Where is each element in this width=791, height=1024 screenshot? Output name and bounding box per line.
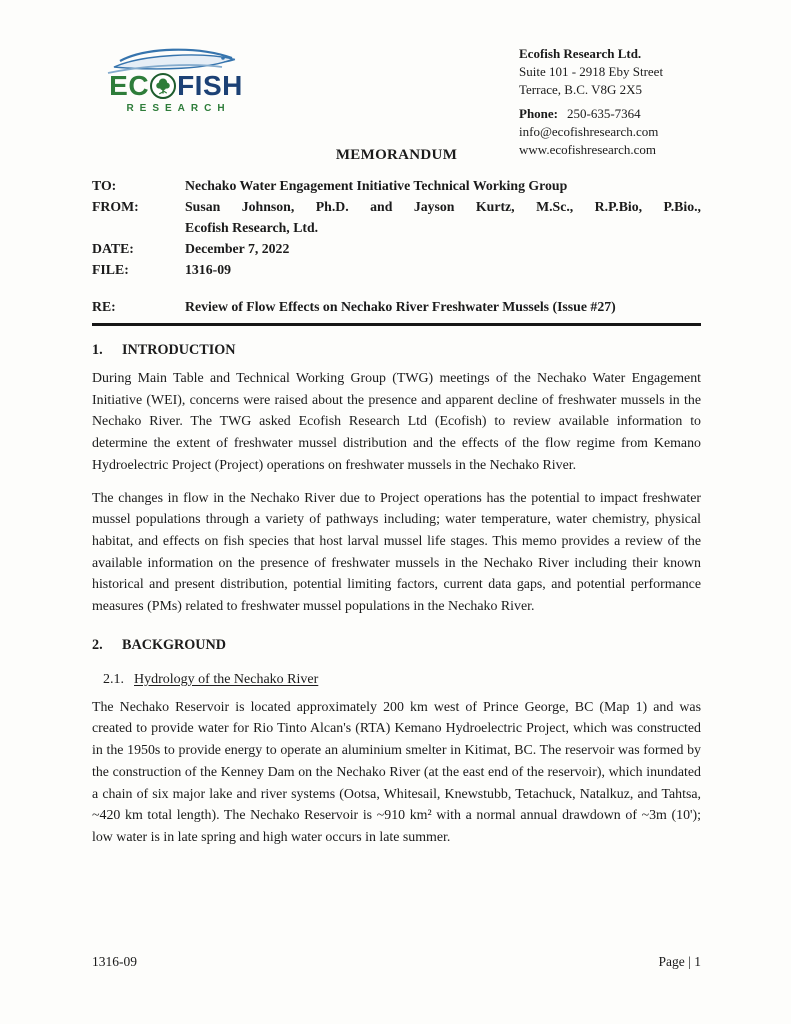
logo-text-ec: EC bbox=[109, 70, 150, 101]
section-2-title: BACKGROUND bbox=[122, 636, 227, 653]
from-value-line2: Ecofish Research, Ltd. bbox=[185, 220, 319, 235]
date-value: December 7, 2022 bbox=[185, 241, 290, 256]
to-label: TO: bbox=[92, 178, 117, 193]
file-label: FILE: bbox=[92, 262, 129, 277]
memo-row-to bbox=[92, 175, 701, 196]
background-paragraph: The Nechako Reservoir is located approximately 200 km west of Prince George, BC (Map 1) and was created to provide water for Rio Tinto Alcan's (RTA) Kemano Hydroelectric Project, which was constructed in the 1950s to provide energy to operate an aluminium smelter in Kitimat, BC. The reservoir was formed by the construction of the Kenney Dam on the Nechako River (at the east end of the reservoir), which inundated a chain of six major lake and river systems (Ootsa, Whitesail, Knewstubb, Tetachuck, Natalkuz, and Tahtsa, ~420 km total length). The Nechako Reservoir is ~910 km² with a normal annual drawdown of ~3m (10'); low water is in late spring and high water occurs in late summer. bbox=[92, 699, 701, 845]
intro-paragraph-2: The changes in flow in the Nechako River due to Project operations has the potential to impact freshwater mussel populations through a variety of pathways including; water temperature, water chemistry, physical habitat, and effects on fish species that host larval mussel life stages. This memo provides a review of the available information on the presence of freshwater mussels in the Nechako River including their known historical and present distribution, potential limiting factors, current data gaps, and potential performance measures (PMs) related to freshwater mussel populations in the Nechako River. bbox=[92, 490, 701, 615]
address-line-1: Suite 101 - 2918 Eby Street bbox=[519, 63, 664, 79]
subsection-2-1-title: Hydrology of the Nechako River bbox=[134, 671, 319, 687]
section-1-title: INTRODUCTION bbox=[122, 342, 236, 358]
phone-label: Phone: bbox=[519, 106, 558, 122]
email-address: info@ecofishresearch.com bbox=[519, 124, 659, 140]
website-url: www.ecofishresearch.com bbox=[519, 141, 657, 157]
phone-line bbox=[519, 105, 701, 123]
subsection-2-1-number: 2.1. bbox=[103, 671, 124, 687]
from-value-line1: Susan Johnson, Ph.D. and Jayson Kurtz, M.Sc., R.P.Bio, P.Bio., bbox=[185, 199, 701, 214]
company-name: Ecofish Research Ltd. bbox=[519, 46, 642, 61]
logo-text-fish: FISH bbox=[177, 70, 243, 101]
intro-paragraph-1: During Main Table and Technical Working Group (TWG) meetings of the Nechako Water Engagement Initiative (WEI), concerns were raised about the presence and apparent decline of freshwater mussels in the Nechako River. The TWG asked Ecofish Research Ltd (Ecofish) to review available information to determine the extent of freshwater mussel distribution and the effects of the flow regime from Kemano Hydroelectric Project (Project) operations on freshwater mussels in the Nechako River. bbox=[92, 371, 701, 473]
to-value: Nechako Water Engagement Initiative Technical Working Group bbox=[185, 178, 568, 193]
tree-icon bbox=[150, 73, 176, 99]
phone-number: 250-635-7364 bbox=[567, 106, 641, 122]
section-2-heading bbox=[92, 636, 701, 655]
footer-page-number: Page | 1 bbox=[658, 954, 701, 969]
memo-page bbox=[92, 45, 701, 849]
file-value: 1316-09 bbox=[185, 262, 231, 277]
from-value bbox=[185, 196, 701, 238]
memo-header-fields bbox=[92, 175, 701, 326]
letterhead bbox=[92, 45, 701, 158]
re-value: Review of Flow Effects on Nechako River Freshwater Mussels (Issue #27) bbox=[185, 299, 616, 314]
section-2-number: 2. bbox=[92, 636, 103, 653]
memo-title: MEMORANDUM bbox=[335, 147, 458, 163]
subsection-2-1-heading bbox=[103, 670, 701, 689]
date-label: DATE: bbox=[92, 241, 134, 256]
page-footer bbox=[92, 954, 701, 970]
logo-text-research: RESEARCH bbox=[126, 103, 231, 114]
logo-wordmark bbox=[109, 72, 243, 100]
memo-row-date bbox=[92, 238, 701, 259]
letterhead-contact-block bbox=[519, 45, 701, 159]
memo-row-from bbox=[92, 196, 701, 238]
memo-row-re bbox=[92, 296, 701, 317]
section-1-heading bbox=[92, 341, 701, 360]
from-label: FROM: bbox=[92, 199, 139, 214]
ecofish-logo bbox=[100, 45, 252, 114]
memo-row-file bbox=[92, 259, 701, 280]
address-line-2: Terrace, B.C. V8G 2X5 bbox=[519, 81, 643, 97]
re-label: RE: bbox=[92, 299, 116, 314]
footer-file-number: 1316-09 bbox=[92, 954, 137, 969]
section-1-number: 1. bbox=[92, 342, 103, 358]
